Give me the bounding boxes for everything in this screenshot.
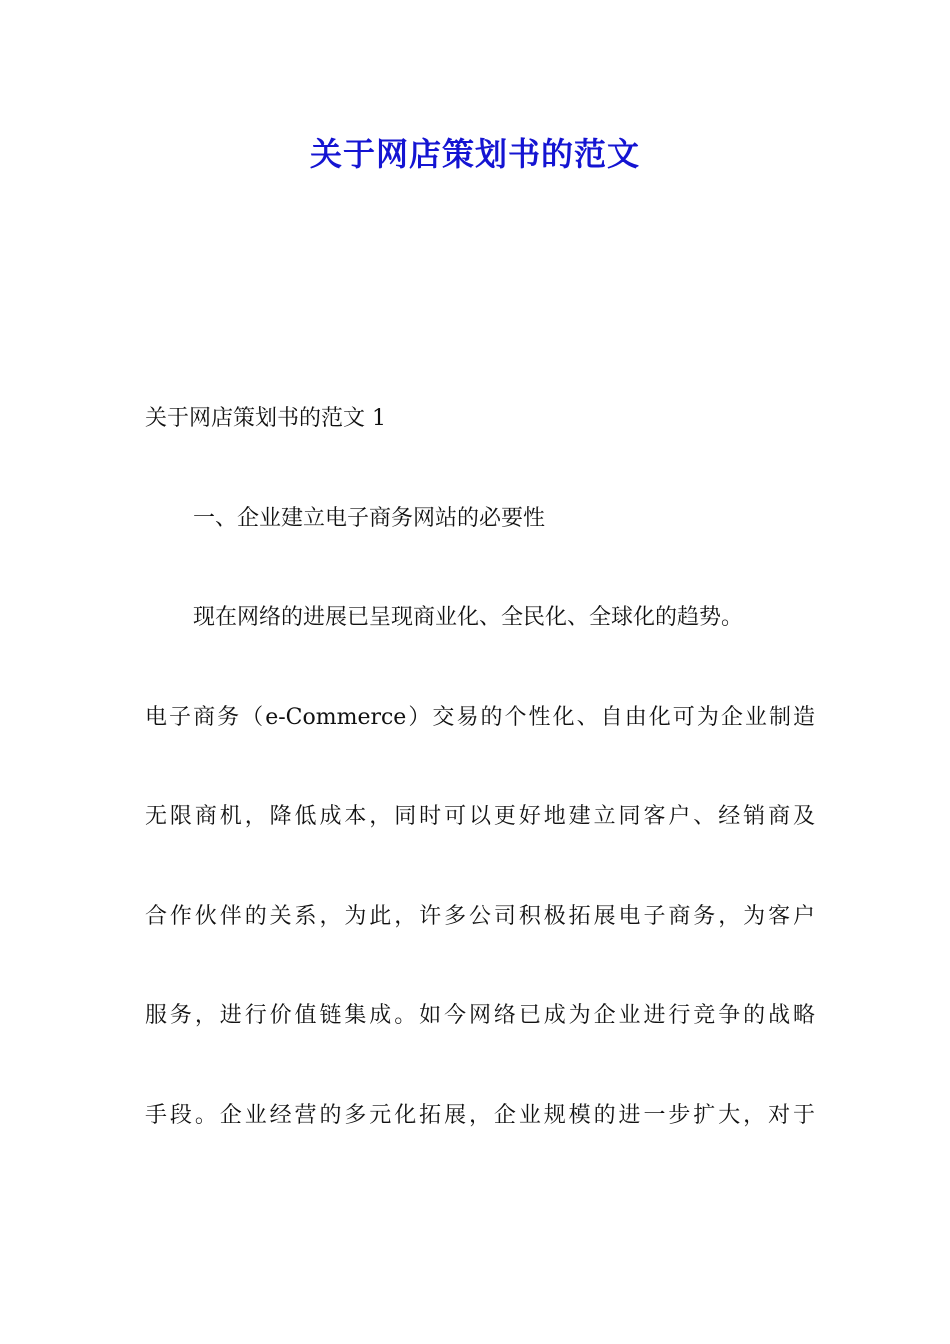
subheading: 一、企业建立电子商务网站的必要性 xyxy=(193,505,546,531)
paragraph-line: 合作伙伴的关系，为此，许多公司积极拓展电子商务，为客户 xyxy=(145,903,815,929)
document-title: 关于网店策划书的范文 xyxy=(309,135,640,173)
paragraph-line: 无限商机，降低成本，同时可以更好地建立同客户、经销商及 xyxy=(145,804,815,829)
paragraph-line: 电子商务（e-Commerce）交易的个性化、自由化可为企业制造 xyxy=(145,704,815,730)
paragraph-line: 服务，进行价值链集成。如今网络已成为企业进行竞争的战略 xyxy=(145,1003,815,1028)
paragraph-line: 现在网络的进展已呈现商业化、全民化、全球化的趋势。 xyxy=(193,605,744,630)
paragraph-line: 手段。企业经营的多元化拓展，企业规模的进一步扩大，对于 xyxy=(145,1102,815,1128)
section-heading: 关于网店策划书的范文 1 xyxy=(145,406,386,431)
document-body xyxy=(145,396,815,1192)
